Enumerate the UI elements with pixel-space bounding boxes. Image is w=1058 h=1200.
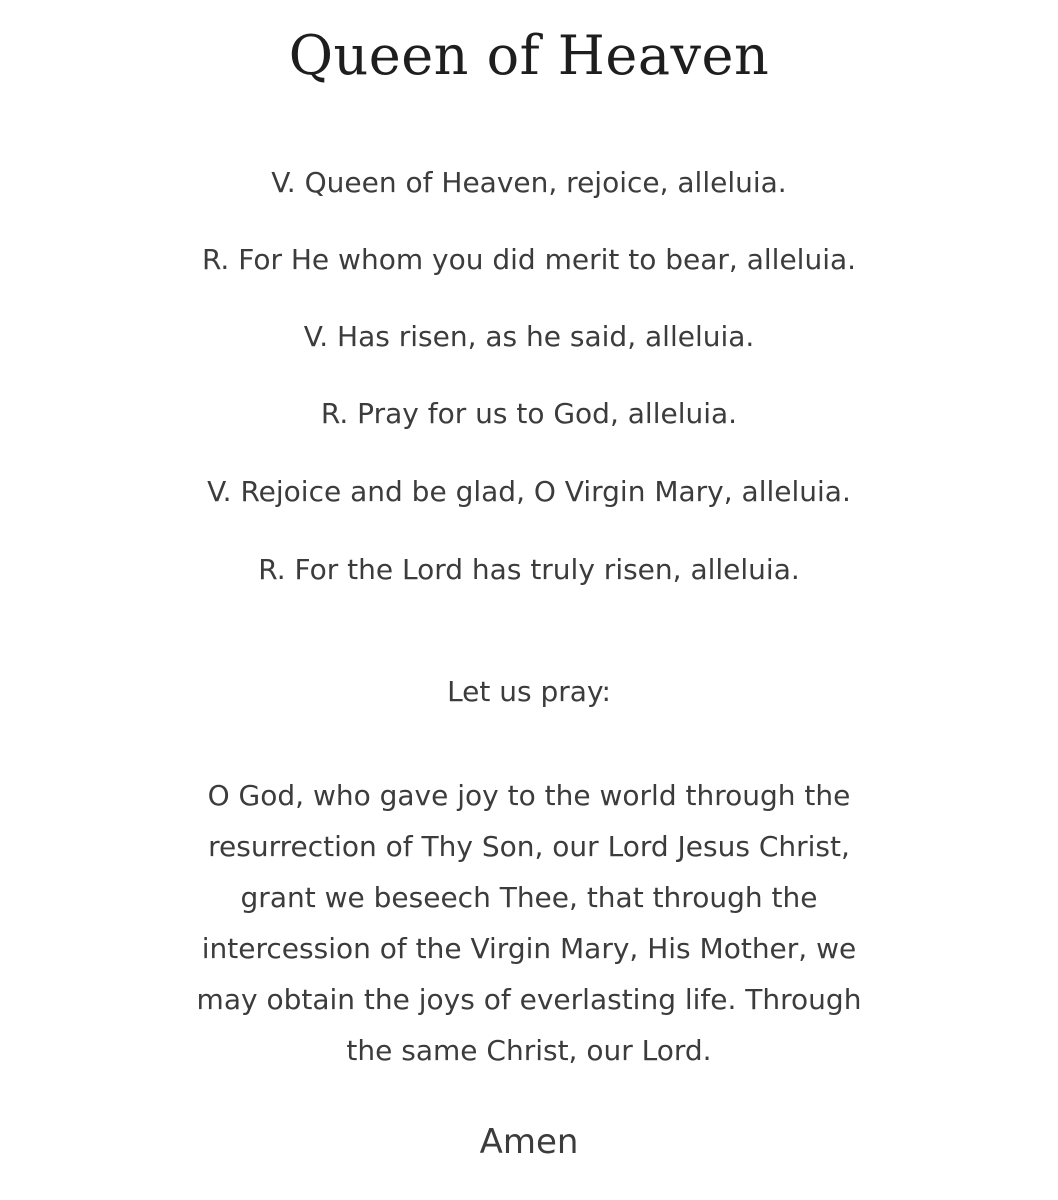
prayer-line: grant we beseech Thee, that through the bbox=[240, 881, 818, 914]
collect-prayer bbox=[0, 770, 1058, 1076]
versicle-line: V. Rejoice and be glad, O Virgin Mary, alleluia. bbox=[207, 475, 851, 508]
page-title: Queen of Heaven bbox=[288, 24, 770, 87]
versicle-line: V. Queen of Heaven, rejoice, alleluia. bbox=[271, 166, 787, 199]
prayer-line: resurrection of Thy Son, our Lord Jesus Christ, bbox=[208, 830, 850, 863]
prayer-line: the same Christ, our Lord. bbox=[346, 1034, 712, 1067]
prayer-line: intercession of the Virgin Mary, His Mother, we bbox=[201, 932, 857, 965]
prayer-line: may obtain the joys of everlasting life. Through bbox=[196, 983, 862, 1016]
amen-closing: Amen bbox=[479, 1122, 579, 1162]
prayer-invitation: Let us pray: bbox=[447, 675, 611, 708]
response-line: R. For He whom you did merit to bear, alleluia. bbox=[201, 243, 857, 276]
prayer-line: O God, who gave joy to the world through the bbox=[207, 779, 851, 812]
response-line: R. Pray for us to God, alleluia. bbox=[320, 397, 738, 430]
versicle-line: V. Has risen, as he said, alleluia. bbox=[303, 320, 755, 353]
response-line: R. For the Lord has truly risen, alleluia. bbox=[258, 553, 800, 586]
